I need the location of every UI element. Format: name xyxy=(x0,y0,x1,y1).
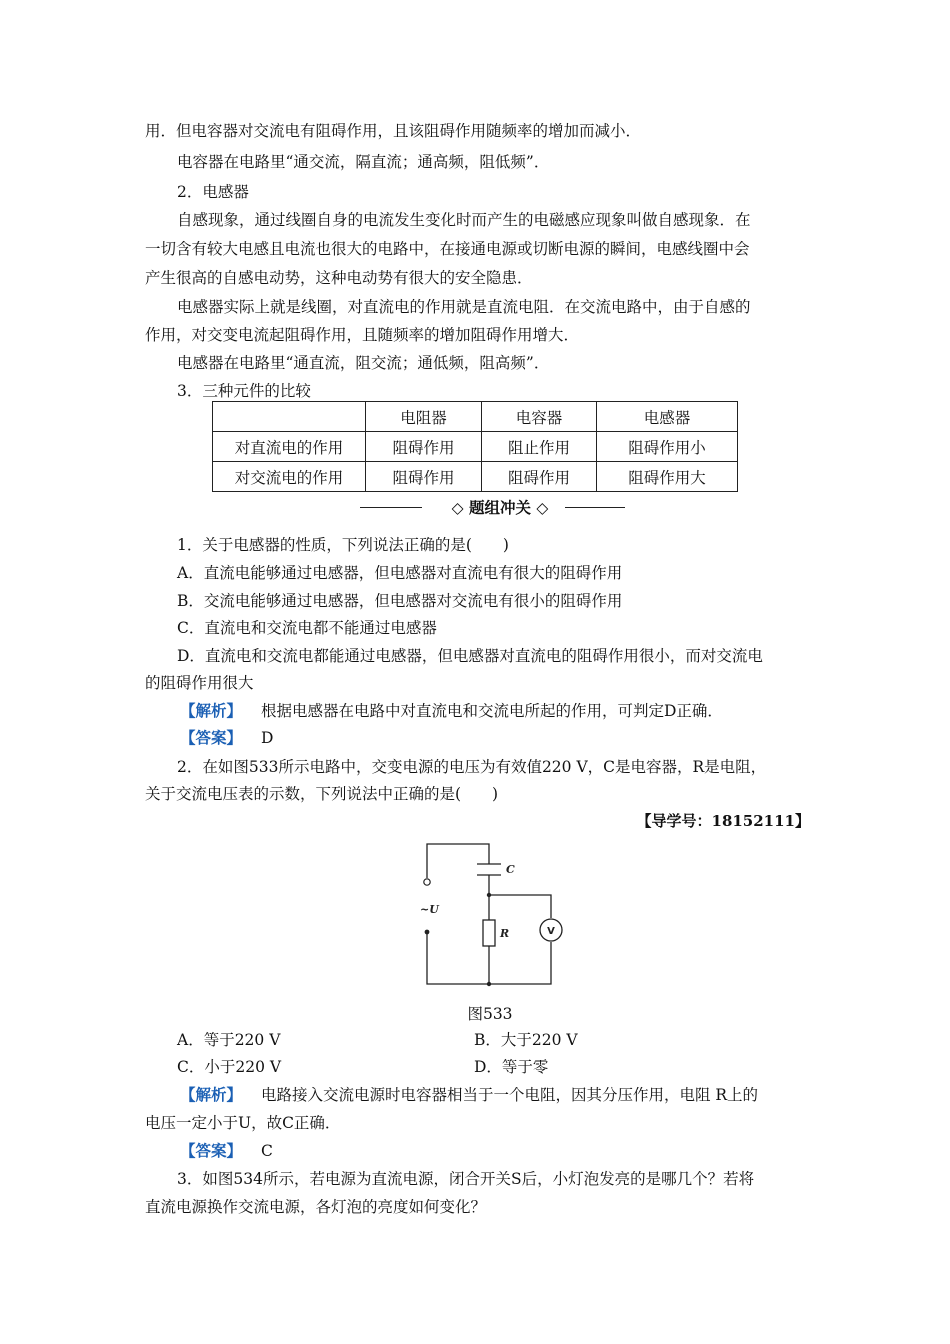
question-stem-continued: 直流电源换作交流电源，各灯泡的亮度如何变化？ xyxy=(145,1198,487,1216)
table-cell: 阻碍作用 xyxy=(482,462,597,492)
banner-rule-left xyxy=(360,507,422,508)
section-heading: 3．三种元件的比较 xyxy=(177,382,311,400)
answer-tag: 【答案】 xyxy=(180,728,243,747)
table-cell: 对直流电的作用 xyxy=(213,432,366,462)
question-stem: 1．关于电感器的性质，下列说法正确的是( ) xyxy=(177,536,509,554)
table-header-cell: 电容器 xyxy=(482,402,597,432)
top-wire xyxy=(427,844,489,878)
option-c: C．小于220 V xyxy=(177,1058,282,1076)
junction-dot xyxy=(487,982,491,986)
terminal-open xyxy=(424,879,430,885)
bottom-wire xyxy=(427,934,489,984)
voltmeter-branch-top xyxy=(489,895,551,918)
banner-title: ◇ 题组冲关 ◇ xyxy=(451,499,549,517)
guide-number: 【导学号：18152111】 xyxy=(636,812,810,830)
table-row xyxy=(213,432,738,462)
table-cell: 阻止作用 xyxy=(482,432,597,462)
banner-rule-right xyxy=(565,507,625,508)
junction-dot xyxy=(487,893,491,897)
voltmeter-branch-bottom xyxy=(489,942,551,984)
analysis-text: 根据电感器在电路中对直流电和交流电所起的作用，可判定D正确． xyxy=(260,702,723,720)
paragraph-line: 电感器实际上就是线圈，对直流电的作用就是直流电阻．在交流电路中，由于自感的 xyxy=(177,298,751,316)
question-stem: 2．在如图533所示电路中，交变电源的电压为有效值220 V，C是电容器，R是电阻， xyxy=(177,758,767,776)
circuit-diagram xyxy=(405,838,580,998)
option-a: A．等于220 V xyxy=(177,1031,281,1049)
answer-line xyxy=(180,1141,845,1161)
section-banner xyxy=(360,496,625,520)
question-stem: 3．如图534所示，若电源为直流电源，闭合开关S后，小灯泡发亮的是哪几个？若将 xyxy=(177,1170,755,1188)
analysis-line xyxy=(180,1085,845,1105)
question-stem-continued: 关于交流电压表的示数，下列说法中正确的是( ) xyxy=(145,785,499,803)
paragraph-line: 产生很高的自感电动势，这种电动势有很大的安全隐患． xyxy=(145,269,533,287)
source-label: ~U xyxy=(420,903,439,916)
paragraph-line: 自感现象，通过线圈自身的电流发生变化时而产生的电磁感应现象叫做自感现象．在 xyxy=(177,211,751,229)
paragraph-line: 一切含有较大电感且电流也很大的电路中，在接通电源或切断电源的瞬间，电感线圈中会 xyxy=(145,240,750,258)
table-cell: 阻碍作用 xyxy=(366,432,482,462)
table-cell: 阻碍作用小 xyxy=(597,432,738,462)
option-a: A．直流电能够通过电感器，但电感器对直流电有很大的阻碍作用 xyxy=(177,564,623,582)
analysis-tag: 【解析】 xyxy=(180,701,243,720)
analysis-line xyxy=(180,701,845,721)
option-d: D．等于零 xyxy=(474,1058,549,1076)
resistor-body xyxy=(483,920,495,946)
analysis-text: 电路接入交流电源时电容器相当于一个电阻，因其分压作用，电阻 R上的 xyxy=(260,1086,759,1104)
option-b: B．大于220 V xyxy=(474,1031,578,1049)
option-d: D．直流电和交流电都能通过电感器，但电感器对直流电的阻碍作用很小，而对交流电 xyxy=(177,647,763,665)
table-header-cell: 电感器 xyxy=(597,402,738,432)
terminal-closed xyxy=(425,930,430,935)
analysis-continued: 电压一定小于U，故C正确． xyxy=(145,1114,341,1132)
analysis-tag: 【解析】 xyxy=(180,1085,243,1104)
table-cell: 阻碍作用 xyxy=(366,462,482,492)
table-cell: 对交流电的作用 xyxy=(213,462,366,492)
answer-tag: 【答案】 xyxy=(180,1141,243,1160)
option-b: B．交流电能够通过电感器，但电感器对交流电有很小的阻碍作用 xyxy=(177,592,623,610)
comparison-table xyxy=(212,401,738,492)
capacitor-label: C xyxy=(506,863,515,876)
table-header-row xyxy=(213,402,738,432)
paragraph-line: 用．但电容器对交流电有阻碍作用，且该阻碍作用随频率的增加而减小． xyxy=(145,122,642,140)
paragraph-line: 作用，对交变电流起阻碍作用，且随频率的增加阻碍作用增大． xyxy=(145,326,580,344)
answer-line xyxy=(180,728,845,748)
paragraph-line: 电容器在电路里“通交流，隔直流；通高频，阻低频”． xyxy=(177,153,550,171)
answer-text: C xyxy=(260,1142,273,1160)
table-row xyxy=(213,462,738,492)
figure-caption: 图533 xyxy=(467,1005,513,1023)
option-d-continued: 的阻碍作用很大 xyxy=(145,674,254,692)
table-cell: 阻碍作用大 xyxy=(597,462,738,492)
paragraph-line: 电感器在电路里“通直流，阻交流；通低频，阻高频”． xyxy=(177,354,550,372)
option-c: C．直流电和交流电都不能通过电感器 xyxy=(177,619,437,637)
voltmeter-label: V xyxy=(547,926,555,937)
table-header-cell: 电阻器 xyxy=(366,402,482,432)
table-header-cell xyxy=(213,402,366,432)
resistor-label: R xyxy=(500,927,510,940)
section-heading: 2．电感器 xyxy=(177,183,249,201)
answer-text: D xyxy=(260,729,274,747)
